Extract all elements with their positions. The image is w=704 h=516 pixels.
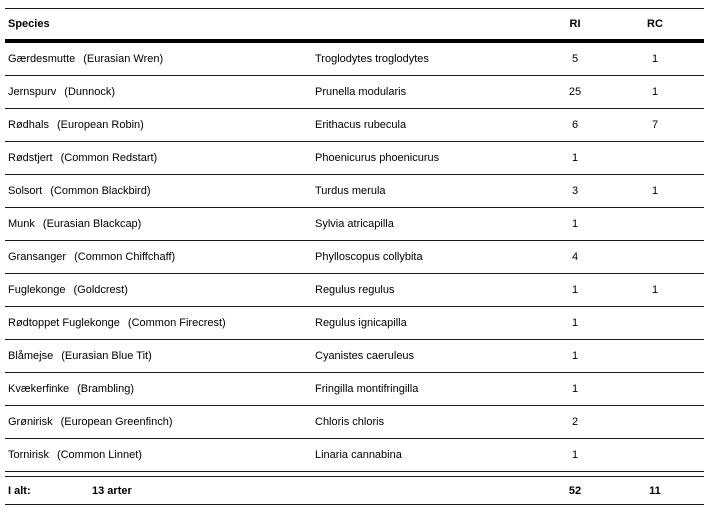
table-row: [5, 307, 704, 340]
rc-value: 7: [651, 119, 659, 131]
total-label: I alt:: [8, 484, 31, 497]
ri-value: 3: [571, 185, 579, 197]
ri-value: 1: [571, 218, 579, 230]
ri-value: 6: [571, 119, 579, 131]
danish-name: Blåmejse: [8, 350, 54, 362]
table-row: [5, 406, 704, 439]
ri-value: 5: [571, 53, 579, 65]
total-row: [5, 476, 704, 505]
total-ri: 52: [568, 484, 582, 497]
species-count: 13 arter: [92, 484, 132, 497]
table-row: [5, 43, 704, 76]
english-name: (Goldcrest): [73, 284, 128, 296]
ri-value: 1: [571, 383, 579, 395]
ri-value: 25: [568, 86, 582, 98]
rc-value: [625, 307, 685, 339]
english-name: (Common Redstart): [60, 152, 158, 164]
danish-name: Rødtoppet Fuglekonge: [8, 317, 120, 329]
english-name: (Common Linnet): [56, 449, 142, 461]
english-name: (Common Firecrest): [127, 317, 226, 329]
table-row: [5, 109, 704, 142]
ri-value: 4: [571, 251, 579, 263]
english-name: (Eurasian Blue Tit): [61, 350, 152, 362]
ri-value: 1: [571, 152, 579, 164]
danish-name: Rødstjert: [8, 152, 53, 164]
rc-value: [625, 142, 685, 174]
latin-name: Troglodytes troglodytes: [315, 53, 429, 65]
danish-name: Rødhals: [8, 119, 49, 131]
table-row: [5, 439, 704, 472]
latin-name: Phylloscopus collybita: [315, 251, 423, 263]
total-rc: 11: [649, 484, 661, 497]
latin-name: Linaria cannabina: [315, 449, 402, 461]
species-table: [5, 8, 704, 505]
danish-name: Grønirisk: [8, 416, 53, 428]
rc-value: 1: [651, 284, 659, 296]
ri-value: 1: [571, 449, 579, 461]
species-name: [8, 373, 134, 405]
rc-value: [625, 406, 685, 438]
danish-name: Kvækerfinke: [8, 383, 70, 395]
species-name: [8, 43, 163, 75]
english-name: (Eurasian Wren): [83, 53, 164, 65]
danish-name: Gransanger: [8, 251, 67, 263]
english-name: (Dunnock): [64, 86, 116, 98]
species-column-header: Species: [8, 18, 50, 30]
ri-value: 1: [571, 317, 579, 329]
table-row: [5, 340, 704, 373]
latin-name: Cyanistes caeruleus: [315, 350, 415, 362]
table-header-row: [5, 8, 704, 43]
table-row: [5, 373, 704, 406]
english-name: (Common Blackbird): [50, 185, 151, 197]
latin-name: Phoenicurus phoenicurus: [315, 152, 440, 164]
rc-value: 1: [651, 185, 659, 197]
table-row: [5, 241, 704, 274]
latin-name: Regulus ignicapilla: [315, 317, 407, 329]
species-name: [8, 175, 151, 207]
danish-name: Tornirisk: [8, 449, 49, 461]
ri-value: 2: [571, 416, 579, 428]
species-name: [8, 241, 175, 273]
rc-value: [625, 373, 685, 405]
species-name: [8, 439, 142, 471]
rc-value: 1: [651, 53, 659, 65]
species-name: [8, 142, 157, 174]
rc-value: [625, 340, 685, 372]
latin-name: Regulus regulus: [315, 284, 395, 296]
table-body: [5, 43, 704, 472]
table-row: [5, 274, 704, 307]
table-row: [5, 76, 704, 109]
rc-value: [625, 241, 685, 273]
ri-value: 1: [571, 350, 579, 362]
species-name: [8, 109, 144, 141]
ri-value: 1: [571, 284, 579, 296]
danish-name: Fuglekonge: [8, 284, 66, 296]
english-name: (Eurasian Blackcap): [42, 218, 142, 230]
ri-column-header: RI: [569, 18, 581, 30]
latin-name: Fringilla montifringilla: [315, 383, 419, 395]
species-name: [8, 76, 115, 108]
danish-name: Solsort: [8, 185, 43, 197]
latin-name: Sylvia atricapilla: [315, 218, 394, 230]
english-name: (European Greenfinch): [60, 416, 173, 428]
latin-name: Chloris chloris: [315, 416, 385, 428]
table-row: [5, 175, 704, 208]
species-name: [8, 274, 128, 306]
danish-name: Munk: [8, 218, 35, 230]
latin-name: Erithacus rubecula: [315, 119, 407, 131]
species-name: [8, 307, 226, 339]
species-name: [8, 406, 173, 438]
rc-value: 1: [651, 86, 659, 98]
table-row: [5, 142, 704, 175]
table-row: [5, 208, 704, 241]
latin-name: Turdus merula: [315, 185, 386, 197]
rc-value: [625, 439, 685, 471]
english-name: (European Robin): [56, 119, 144, 131]
latin-name: Prunella modularis: [315, 86, 407, 98]
rc-column-header: RC: [647, 18, 663, 30]
rc-value: [625, 208, 685, 240]
species-name: [8, 340, 152, 372]
english-name: (Common Chiffchaff): [74, 251, 176, 263]
species-name: [8, 208, 141, 240]
english-name: (Brambling): [77, 383, 134, 395]
danish-name: Gærdesmutte: [8, 53, 76, 65]
danish-name: Jernspurv: [8, 86, 57, 98]
